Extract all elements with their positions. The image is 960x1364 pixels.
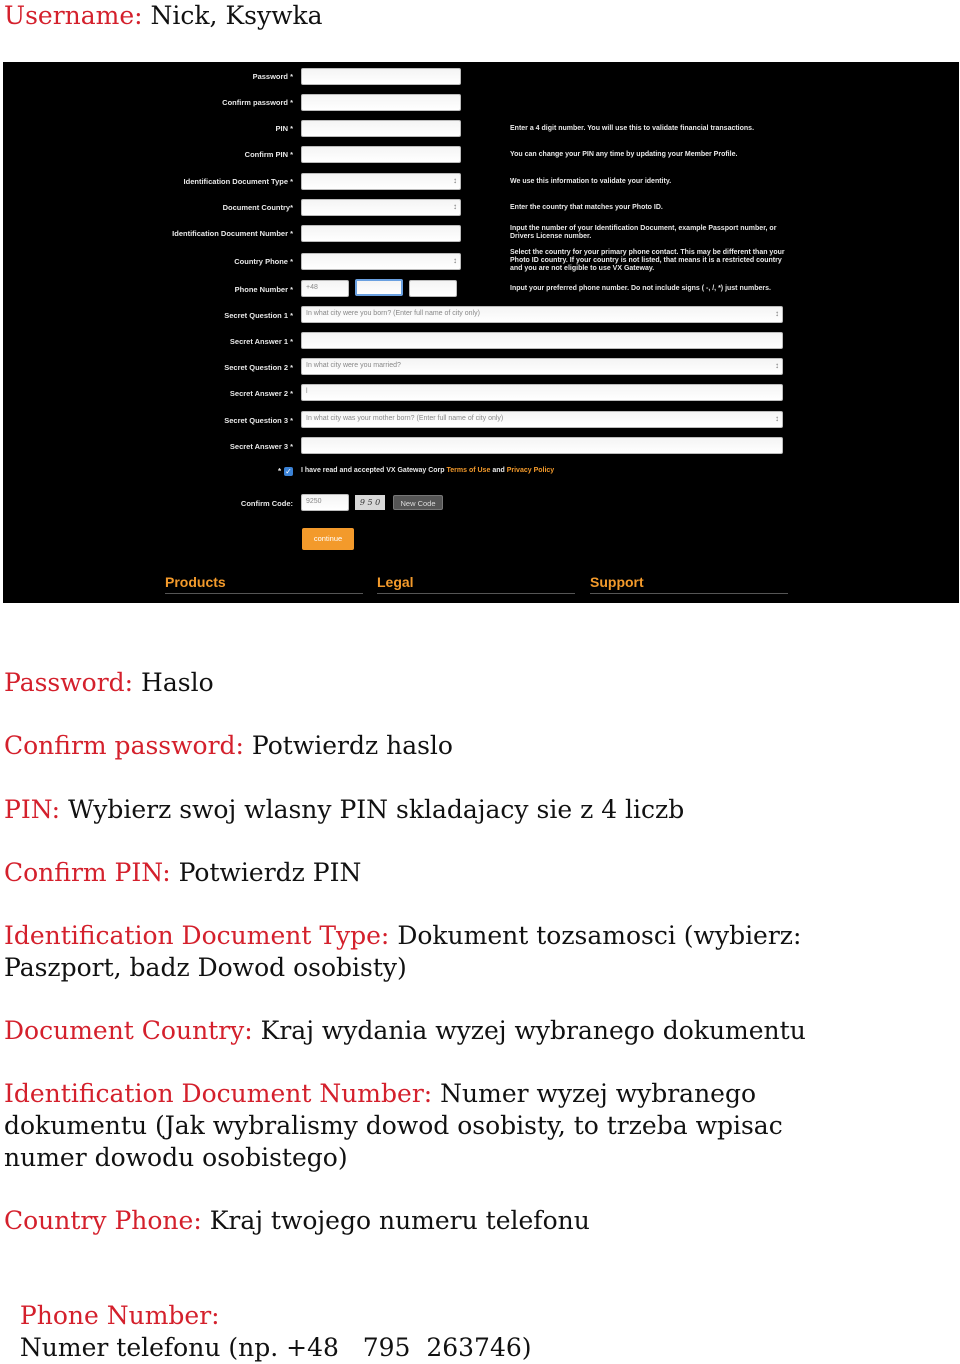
nav-divider xyxy=(590,593,788,594)
nav-products[interactable]: Products xyxy=(165,574,226,590)
field-label: Confirm PIN * xyxy=(244,150,293,159)
field-label: Phone Number * xyxy=(234,285,293,294)
description-label: Phone Number: xyxy=(19,1301,220,1330)
pin-input[interactable] xyxy=(301,120,461,137)
description-document-number xyxy=(4,1078,756,1110)
help-text: You can change your PIN any time by updating your Member Profile. xyxy=(510,151,738,158)
help-text: Select the country for your primary phone contact. This may be different than your Photo ID country. If your country is not listed, that means it is a restricted country and you are not eligible to use VX Gateway. xyxy=(510,249,785,272)
description-password xyxy=(4,667,214,699)
field-label: PIN * xyxy=(275,124,293,133)
field-label: Secret Question 3 * xyxy=(224,416,293,425)
required-star: * xyxy=(278,467,282,476)
field-label: Secret Question 2 * xyxy=(224,363,293,372)
confirm-pin-input[interactable] xyxy=(301,146,461,163)
description-label: Confirm PIN: xyxy=(4,858,171,887)
field-label: Identification Document Number * xyxy=(172,229,293,238)
description-label: Confirm password: xyxy=(4,731,244,760)
description-text: Potwierdz PIN xyxy=(178,858,362,887)
terms-text: I have read and accepted VX Gateway Corp xyxy=(301,467,445,474)
description-document-number-line2: dokumentu (Jak wybralismy dowod osobisty, to trzeba wpisac xyxy=(4,1111,783,1140)
help-text: Enter a 4 digit number. You will use this to validate financial transactions. xyxy=(510,125,755,132)
secret-question-3-select[interactable]: In what city was your mother born? (Enter full name of city only) ↕ xyxy=(301,411,783,428)
phone-number-input[interactable] xyxy=(409,280,457,297)
document-number-input[interactable] xyxy=(301,225,461,242)
field-label: Password * xyxy=(252,72,293,81)
country-phone-select[interactable] xyxy=(301,253,461,270)
nav-divider xyxy=(377,593,575,594)
help-text: Enter the country that matches your Photo ID. xyxy=(510,204,663,211)
document-type-select[interactable] xyxy=(301,173,461,190)
confirm-password-input[interactable] xyxy=(301,94,461,111)
description-label: Document Country: xyxy=(4,1016,253,1045)
continue-button[interactable]: continue xyxy=(302,528,354,550)
terms-text-line xyxy=(301,467,554,474)
terms-of-use-link[interactable]: Terms of Use xyxy=(446,467,491,474)
description-label: Password: xyxy=(4,668,134,697)
registration-form-screenshot xyxy=(3,62,959,603)
nav-support[interactable]: Support xyxy=(590,574,644,590)
username-line xyxy=(4,0,323,32)
description-country-phone xyxy=(4,1205,590,1237)
description-document-number-line3: numer dowodu osobistego) xyxy=(4,1143,348,1172)
field-label: Secret Answer 2 * xyxy=(229,389,293,398)
username-value: Nick, Ksywka xyxy=(150,1,323,30)
description-confirm-password xyxy=(4,730,453,762)
description-text: Wybierz swoj wlasny PIN skladajacy sie z 4 liczb xyxy=(68,795,685,824)
field-label: Identification Document Type * xyxy=(183,177,293,186)
password-input[interactable] xyxy=(301,68,461,85)
document-country-select[interactable] xyxy=(301,199,461,216)
nav-divider xyxy=(165,593,363,594)
terms-and: and xyxy=(492,467,505,474)
phone-prefix-input[interactable]: +48 xyxy=(301,280,349,297)
field-label: Country Phone * xyxy=(234,257,293,266)
help-text: We use this information to validate your identity. xyxy=(510,178,672,185)
field-label: Secret Answer 3 * xyxy=(229,442,293,451)
description-confirm-pin xyxy=(4,857,361,889)
description-text: Dokument tozsamosci (wybierz: xyxy=(397,921,802,950)
new-code-button[interactable]: New Code xyxy=(393,495,443,510)
description-label: PIN: xyxy=(4,795,61,824)
description-pin xyxy=(4,794,684,826)
secret-answer-3-input[interactable] xyxy=(301,437,783,454)
phone-part-input[interactable] xyxy=(355,279,403,296)
privacy-policy-link[interactable]: Privacy Policy xyxy=(506,467,555,474)
description-label: Identification Document Type: xyxy=(4,921,390,950)
help-text: Input your preferred phone number. Do not include signs ( -, /, *) just numbers. xyxy=(510,285,771,292)
description-document-type xyxy=(4,920,801,952)
field-label: Document Country* xyxy=(222,203,293,212)
secret-question-1-select[interactable]: In what city were you born? (Enter full name of city only) ↕ xyxy=(301,306,783,323)
description-text: Numer telefonu (np. +48 795 263746) xyxy=(19,1333,532,1362)
confirm-code-label: Confirm Code: xyxy=(240,499,293,508)
description-document-country xyxy=(4,1015,806,1047)
description-text: Kraj wydania wyzej wybranego dokumentu xyxy=(260,1016,806,1045)
help-text: Input the number of your Identification Document, example Passport number, or Drivers License number. xyxy=(510,225,777,240)
description-text: Potwierdz haslo xyxy=(251,731,453,760)
nav-legal[interactable]: Legal xyxy=(377,574,414,590)
confirm-code-input[interactable]: 9250 xyxy=(301,494,349,511)
terms-checkbox[interactable]: ✓ xyxy=(285,467,292,476)
secret-answer-1-input[interactable] xyxy=(301,332,783,349)
username-label: Username: xyxy=(4,1,143,30)
description-document-type-line2: Paszport, badz Dowod osobisty) xyxy=(4,953,407,982)
description-text: Kraj twojego numeru telefonu xyxy=(209,1206,590,1235)
description-text: Haslo xyxy=(141,668,214,697)
field-label: Confirm password * xyxy=(222,98,293,107)
captcha-image: 9 5 0 xyxy=(355,495,385,510)
secret-answer-2-input[interactable]: l xyxy=(301,384,783,401)
description-phone-number xyxy=(4,1268,532,1364)
field-label: Secret Question 1 * xyxy=(224,311,293,320)
description-label: Identification Document Number: xyxy=(4,1079,433,1108)
description-text: Numer wyzej wybranego xyxy=(440,1079,757,1108)
field-label: Secret Answer 1 * xyxy=(229,337,293,346)
description-label: Country Phone: xyxy=(4,1206,202,1235)
secret-question-2-select[interactable]: In what city were you married? ↕ xyxy=(301,358,783,375)
